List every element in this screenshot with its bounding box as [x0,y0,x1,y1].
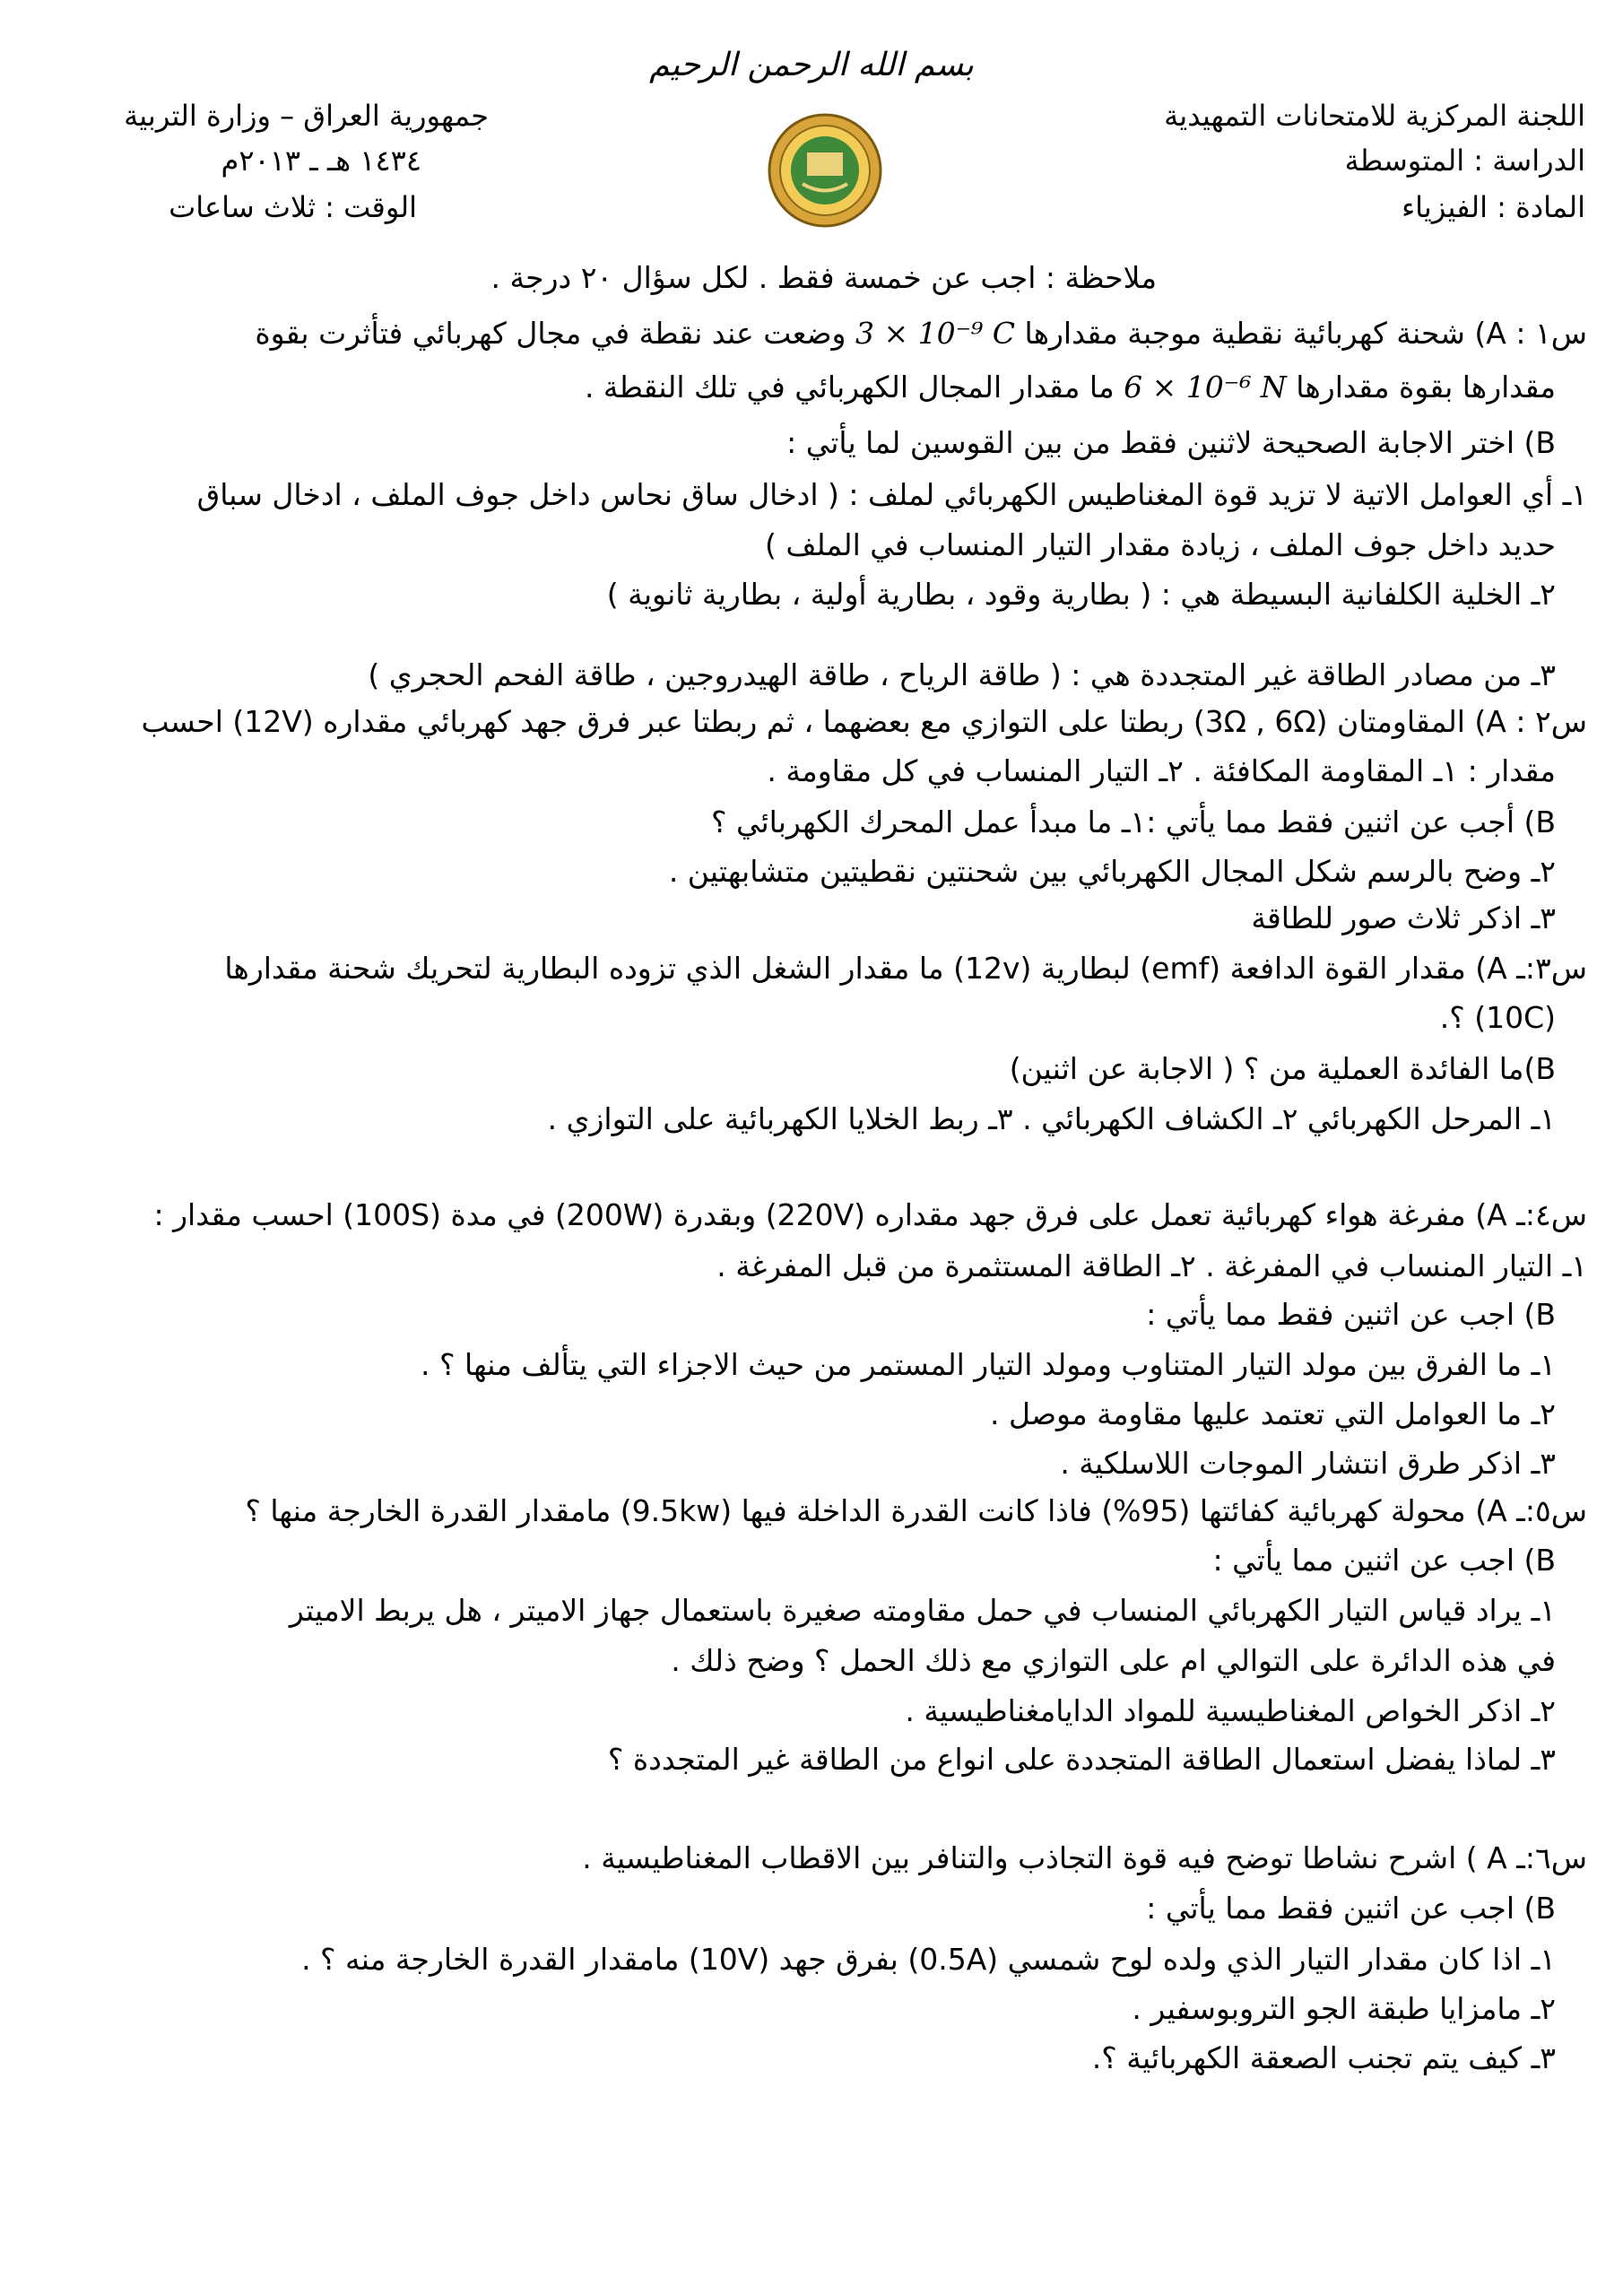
study-level: الدراسة : المتوسطة [1344,144,1585,178]
q4-b-line1: B) اجب عن اثنين فقط مما يأتي : [1146,1297,1556,1332]
basmala-header: بسم الله الرحمن الرحيم [649,47,974,83]
q6-b-line1: B) اجب عن اثنين فقط مما يأتي : [1146,1891,1556,1926]
q3-b-line1: B)ما الفائدة العملية من ؟ ( الاجابة عن اثنين) [1009,1051,1556,1086]
q3-b-line2: ١ـ المرحل الكهربائي ٢ـ الكشاف الكهربائي . ٣ـ ربط الخلايا الكهربائية على التوازي . [547,1101,1556,1136]
q1-a-math2: 6 × 10⁻⁶ N [1124,370,1287,404]
q5-a-line1: س٥:ـ A) محولة كهربائية كفائتها (95%) فاذا كانت القدرة الداخلة فيها (9.5kw) مامقدار القدرة الخارجة منها ؟ [245,1493,1587,1528]
q1-a-line1 [255,316,1587,352]
q5-b-line1: B) اجب عن اثنين مما يأتي : [1212,1543,1556,1578]
q5-b-line5: ٣ـ لماذا يفضل استعمال الطاقة المتجددة على انواع من الطاقة غير المتجددة ؟ [607,1742,1556,1777]
q3-a-line1: س٣:ـ A) مقدار القوة الدافعة (emf) لبطارية (12v) ما مقدار الشغل الذي تزوده البطارية لتحريك شحنة مقدارها [224,951,1587,986]
q1-a-text1: شحنة كهربائية نقطية موجبة مقدارها [1024,316,1465,351]
exam-note: ملاحظة : اجب عن خمسة فقط . لكل سؤال ٢٠ درجة . [490,260,1157,295]
q1-a-text4: ما مقدار المجال الكهربائي في تلك النقطة . [584,370,1115,404]
committee-title: اللجنة المركزية للامتحانات التمهيدية [1164,99,1585,133]
q5-b-line2: ١ـ يراد قياس التيار الكهربائي المنساب في حمل مقاومته صغيرة باستعمال جهاز الاميتر ، هل يربط الاميتر [289,1593,1556,1628]
q1-b1-line1: ١ـ أي العوامل الاتية لا تزيد قوة المغناطيس الكهربائي لملف : ( ادخال ساق نحاس داخل جوف الملف ، ادخال سباق [196,477,1587,512]
q5-b-line4: ٢ـ اذكر الخواص المغناطيسية للمواد الدايامغناطيسية . [905,1693,1556,1728]
q6-a-line1: س٦:ـ A ) اشرح نشاطا توضح فيه قوة التجاذب والتنافر بين الاقطاب المغناطيسية . [582,1840,1587,1875]
q2-b-line2: ٢ـ وضح بالرسم شكل المجال الكهربائي بين شحنتين نقطيتين متشابهتين . [668,854,1556,889]
q4-b-line3: ٢ـ ما العوامل التي تعتمد عليها مقاومة موصل . [989,1396,1556,1431]
q6-b-line4: ٣ـ كيف يتم تجنب الصعقة الكهربائية ؟. [1091,2040,1556,2075]
q6-b-line3: ٢ـ مامزايا طبقة الجو التروبوسفير . [1132,1991,1556,2026]
q4-a-line2: ١ـ التيار المنساب في المفرغة . ٢ـ الطاقة المستثمرة من قبل المفرغة . [716,1248,1587,1283]
q2-b-line3: ٣ـ اذكر ثلاث صور للطاقة [1251,900,1556,935]
q2-b-line1: B) أجب عن اثنين فقط مما يأتي :١ـ ما مبدأ عمل المحرك الكهربائي ؟ [710,804,1556,839]
q4-b-line2: ١ـ ما الفرق بين مولد التيار المتناوب ومولد التيار المستمر من حيث الاجزاء التي يتألف منها ؟ . [421,1347,1556,1382]
q1-a-line2 [585,370,1556,405]
q5-b-line3: في هذه الدائرة على التوالي ام على التوازي مع ذلك الحمل ؟ وضح ذلك . [671,1643,1556,1678]
q1-b-intro: B) اختر الاجابة الصحيحة لاثنين فقط من بين القوسين لما يأتي : [786,425,1556,460]
exam-year: ١٤٣٤ هـ ـ ٢٠١٣م [221,144,421,178]
q1-a-label: س١ : A) [1474,316,1587,351]
q1-a-math1: 3 × 10⁻⁹ C [855,316,1016,351]
ministry-logo [767,112,883,229]
q3-a-line2: (10C) ؟. [1439,1000,1556,1035]
q2-a-line2: مقدار : ١ـ المقاومة المكافئة . ٢ـ التيار المنساب في كل مقاومة . [767,753,1556,788]
republic-ministry: جمهورية العراق – وزارة التربية [124,99,489,133]
exam-time: الوقت : ثلاث ساعات [169,190,417,224]
subject-name: المادة : الفيزياء [1402,190,1585,224]
q4-a-line1: س٤:ـ A) مفرغة هواء كهربائية تعمل على فرق جهد مقداره (220V) وبقدرة (200W) في مدة (100S) احسب مقدار : [153,1197,1587,1232]
q1-b2: ٢ـ الخلية الكلفانية البسيطة هي : ( بطارية وقود ، بطارية أولية ، بطارية ثانوية ) [606,577,1556,612]
q1-a-text2: وضعت عند نقطة في مجال كهربائي فتأثرت بقوة [255,316,846,351]
q1-a-text3: مقدارها بقوة مقدارها [1296,370,1556,404]
q6-b-line2: ١ـ اذا كان مقدار التيار الذي ولده لوح شمسي (0.5A) بفرق جهد (10V) مامقدار القدرة الخارجة منه ؟ . [301,1942,1556,1977]
q2-a-line1: س٢ : A) المقاومتان (3Ω , 6Ω) ربطتا على التوازي مع بعضهما ، ثم ربطتا عبر فرق جهد كهربائي مقداره (12V) احسب [141,704,1587,739]
q1-b1-line2: حديد داخل جوف الملف ، زيادة مقدار التيار المنساب في الملف ) [764,527,1556,562]
q4-b-line4: ٣ـ اذكر طرق انتشار الموجات اللاسلكية . [1060,1446,1556,1481]
q1-b3: ٣ـ من مصادر الطاقة غير المتجددة هي : ( طاقة الرياح ، طاقة الهيدروجين ، طاقة الفحم الحجري ) [368,657,1556,692]
